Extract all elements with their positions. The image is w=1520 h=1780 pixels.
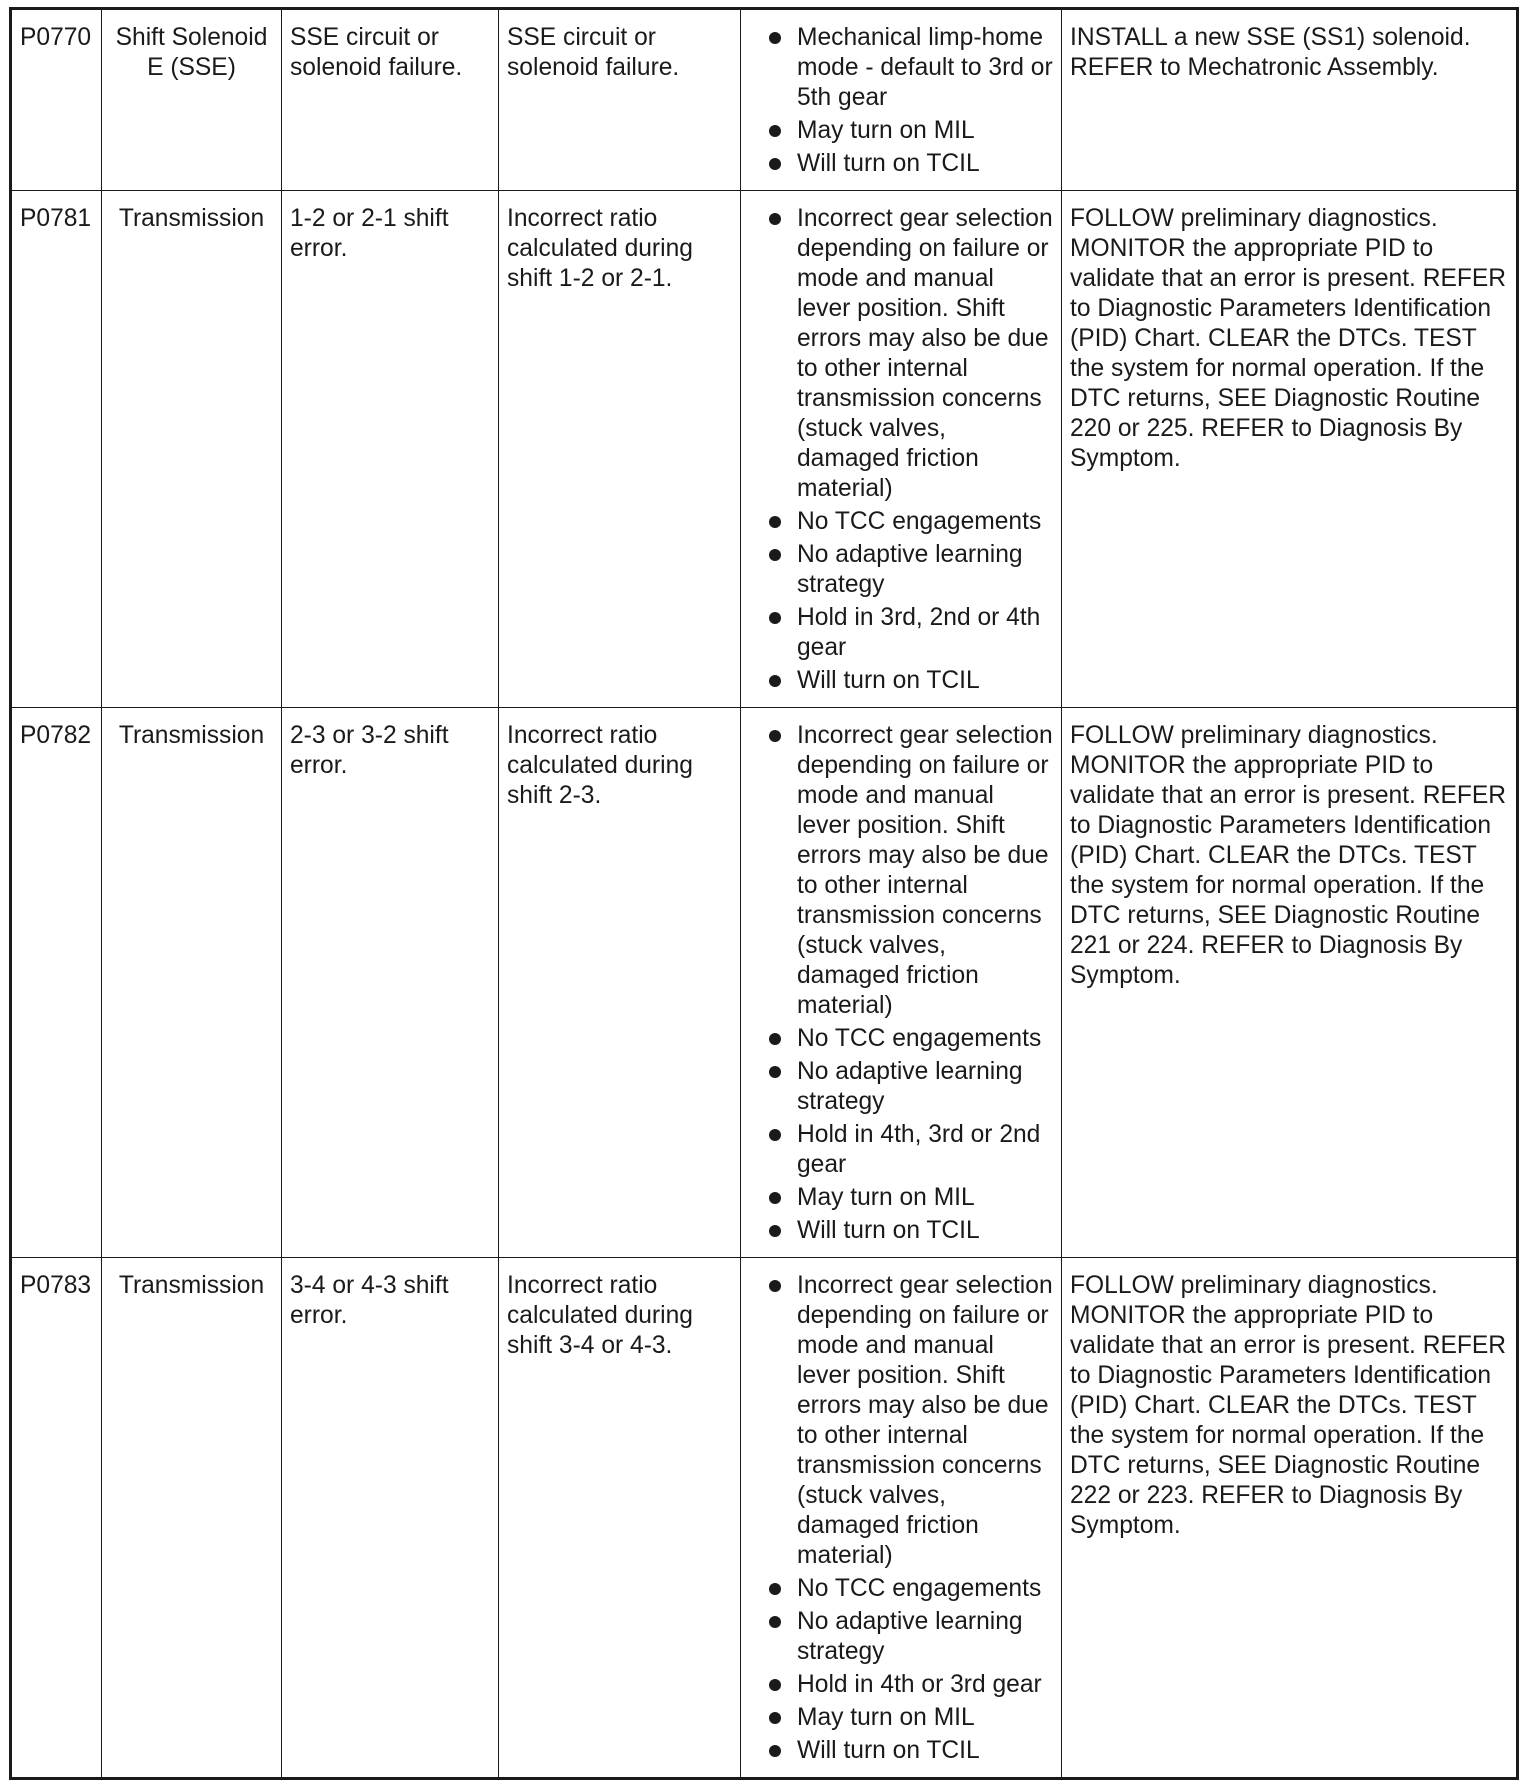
symptom-item: Will turn on TCIL: [749, 1216, 1053, 1246]
description-cell: 3-4 or 4-3 shift error.: [282, 1258, 499, 1779]
symptom-item: May turn on MIL: [749, 116, 1053, 146]
symptom-item: No adaptive learning strategy: [749, 540, 1053, 600]
symptom-list: [749, 1271, 1053, 1766]
symptoms-cell: [741, 1258, 1062, 1779]
system-cell: Transmission: [102, 708, 282, 1258]
symptoms-cell: [741, 708, 1062, 1258]
system-cell: Shift Solenoid E (SSE): [102, 9, 282, 191]
symptom-item: May turn on MIL: [749, 1183, 1053, 1213]
condition-cell: SSE circuit or solenoid failure.: [499, 9, 741, 191]
dtc-code-cell: P0770: [11, 9, 102, 191]
description-cell: SSE circuit or solenoid failure.: [282, 9, 499, 191]
action-cell: FOLLOW preliminary diagnostics. MONITOR the appropriate PID to validate that an error is present. REFER to Diagnostic Parameters Identification (PID) Chart. CLEAR the DTCs. TEST the system for normal operation. If the DTC returns, SEE Diagnostic Routine 222 or 223. REFER to Diagnosis By Symptom.: [1062, 1258, 1518, 1779]
description-cell: 1-2 or 2-1 shift error.: [282, 191, 499, 708]
system-cell: Transmission: [102, 191, 282, 708]
symptom-list: [749, 23, 1053, 179]
symptom-item: No TCC engagements: [749, 1574, 1053, 1604]
symptom-item: Incorrect gear selection depending on failure or mode and manual lever position. Shift errors may also be due to other internal transmission concerns (stuck valves, damaged friction material): [749, 1271, 1053, 1571]
table-row: [11, 9, 1518, 191]
symptom-item: Will turn on TCIL: [749, 666, 1053, 696]
dtc-code-cell: P0783: [11, 1258, 102, 1779]
system-cell: Transmission: [102, 1258, 282, 1779]
action-cell: INSTALL a new SSE (SS1) solenoid. REFER to Mechatronic Assembly.: [1062, 9, 1518, 191]
symptom-item: No TCC engagements: [749, 507, 1053, 537]
symptom-item: No TCC engagements: [749, 1024, 1053, 1054]
symptom-item: Hold in 4th or 3rd gear: [749, 1670, 1053, 1700]
dtc-code-cell: P0781: [11, 191, 102, 708]
symptom-item: No adaptive learning strategy: [749, 1607, 1053, 1667]
symptom-item: Incorrect gear selection depending on failure or mode and manual lever position. Shift errors may also be due to other internal transmission concerns (stuck valves, damaged friction material): [749, 204, 1053, 504]
table-row: [11, 708, 1518, 1258]
symptom-item: Mechanical limp-home mode - default to 3rd or 5th gear: [749, 23, 1053, 113]
symptom-item: Will turn on TCIL: [749, 149, 1053, 179]
dtc-table: [9, 7, 1519, 1780]
symptom-item: May turn on MIL: [749, 1703, 1053, 1733]
condition-cell: Incorrect ratio calculated during shift 1-2 or 2-1.: [499, 191, 741, 708]
description-cell: 2-3 or 3-2 shift error.: [282, 708, 499, 1258]
symptoms-cell: [741, 191, 1062, 708]
symptom-list: [749, 721, 1053, 1246]
dtc-code-cell: P0782: [11, 708, 102, 1258]
symptom-list: [749, 204, 1053, 696]
table-row: [11, 191, 1518, 708]
action-cell: FOLLOW preliminary diagnostics. MONITOR the appropriate PID to validate that an error is present. REFER to Diagnostic Parameters Identification (PID) Chart. CLEAR the DTCs. TEST the system for normal operation. If the DTC returns, SEE Diagnostic Routine 221 or 224. REFER to Diagnosis By Symptom.: [1062, 708, 1518, 1258]
condition-cell: Incorrect ratio calculated during shift 3-4 or 4-3.: [499, 1258, 741, 1779]
condition-cell: Incorrect ratio calculated during shift 2-3.: [499, 708, 741, 1258]
symptom-item: Hold in 3rd, 2nd or 4th gear: [749, 603, 1053, 663]
symptom-item: No adaptive learning strategy: [749, 1057, 1053, 1117]
action-cell: FOLLOW preliminary diagnostics. MONITOR the appropriate PID to validate that an error is present. REFER to Diagnostic Parameters Identification (PID) Chart. CLEAR the DTCs. TEST the system for normal operation. If the DTC returns, SEE Diagnostic Routine 220 or 225. REFER to Diagnosis By Symptom.: [1062, 191, 1518, 708]
symptom-item: Hold in 4th, 3rd or 2nd gear: [749, 1120, 1053, 1180]
symptom-item: Will turn on TCIL: [749, 1736, 1053, 1766]
symptoms-cell: [741, 9, 1062, 191]
table-row: [11, 1258, 1518, 1779]
symptom-item: Incorrect gear selection depending on failure or mode and manual lever position. Shift errors may also be due to other internal transmission concerns (stuck valves, damaged friction material): [749, 721, 1053, 1021]
